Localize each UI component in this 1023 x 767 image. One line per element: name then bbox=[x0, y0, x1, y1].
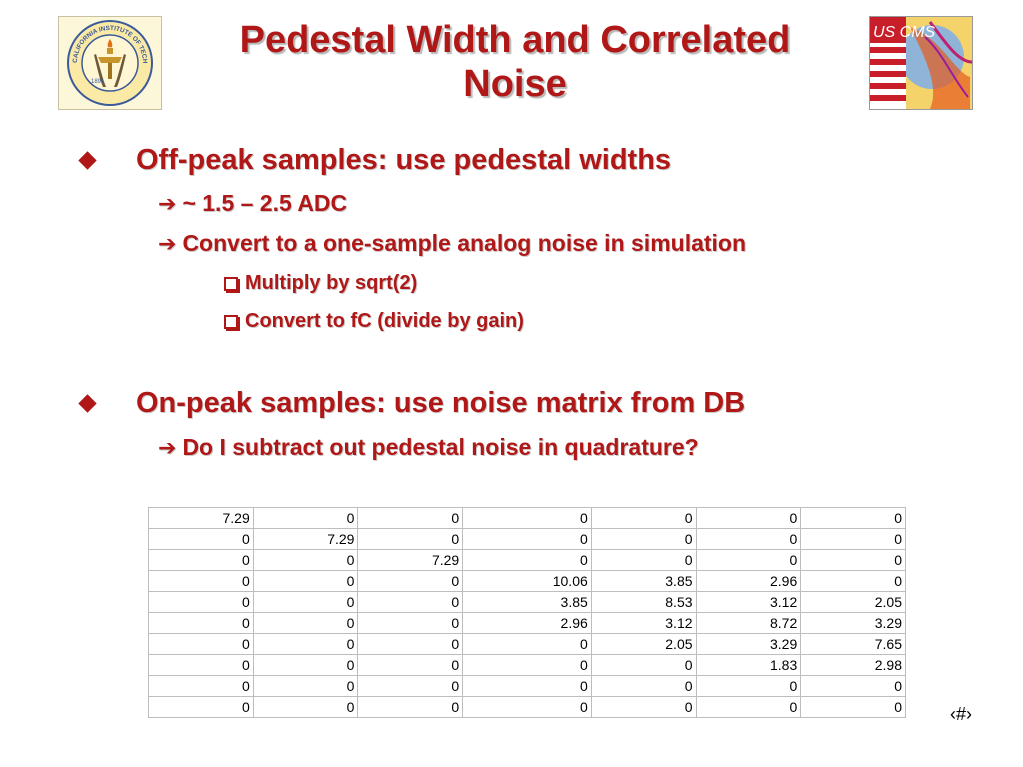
matrix-cell: 0 bbox=[591, 508, 696, 529]
matrix-cell: 0 bbox=[463, 529, 592, 550]
matrix-cell: 0 bbox=[149, 550, 254, 571]
matrix-cell: 7.29 bbox=[358, 550, 463, 571]
bullet-convert-noise-text: Convert to a one-sample analog noise in simulation bbox=[182, 230, 747, 256]
arrow-right-icon: ➔ bbox=[158, 230, 177, 256]
matrix-cell: 0 bbox=[253, 697, 358, 718]
matrix-cell: 0 bbox=[801, 529, 906, 550]
caltech-logo bbox=[58, 16, 162, 110]
matrix-cell: 0 bbox=[358, 508, 463, 529]
diamond-bullet-icon bbox=[78, 394, 96, 412]
matrix-cell: 0 bbox=[591, 529, 696, 550]
matrix-cell: 0 bbox=[591, 655, 696, 676]
matrix-cell: 0 bbox=[358, 613, 463, 634]
matrix-cell: 0 bbox=[253, 508, 358, 529]
bullet-convert-noise bbox=[158, 230, 746, 257]
matrix-cell: 0 bbox=[149, 592, 254, 613]
matrix-cell: 0 bbox=[149, 676, 254, 697]
us-cms-logo bbox=[869, 16, 973, 110]
matrix-cell: 2.98 bbox=[801, 655, 906, 676]
matrix-cell: 0 bbox=[463, 634, 592, 655]
us-cms-logo-text: US CMS bbox=[873, 24, 936, 41]
matrix-cell: 0 bbox=[463, 550, 592, 571]
bullet-multiply-sqrt-text: Multiply by sqrt(2) bbox=[245, 272, 418, 294]
matrix-cell: 0 bbox=[696, 508, 801, 529]
matrix-cell: 2.05 bbox=[591, 634, 696, 655]
bullet-on-peak bbox=[76, 387, 745, 420]
caltech-seal-text: CALIFORNIA INSTITUTE OF TECH bbox=[71, 24, 149, 64]
slide-title-line-2: Noise bbox=[463, 63, 567, 105]
caltech-seal-icon bbox=[59, 17, 161, 109]
matrix-cell: 0 bbox=[149, 529, 254, 550]
bullet-adc-range bbox=[158, 190, 347, 217]
bullet-multiply-sqrt bbox=[224, 272, 417, 295]
matrix-cell: 7.29 bbox=[149, 508, 254, 529]
matrix-cell: 0 bbox=[696, 550, 801, 571]
matrix-cell: 8.53 bbox=[591, 592, 696, 613]
matrix-cell: 0 bbox=[591, 697, 696, 718]
matrix-cell: 0 bbox=[801, 697, 906, 718]
matrix-cell: 2.96 bbox=[463, 613, 592, 634]
us-cms-logo-icon bbox=[870, 17, 972, 109]
matrix-cell: 2.96 bbox=[696, 571, 801, 592]
matrix-cell: 0 bbox=[149, 655, 254, 676]
matrix-cell: 3.12 bbox=[591, 613, 696, 634]
matrix-cell: 0 bbox=[801, 676, 906, 697]
matrix-cell: 8.72 bbox=[696, 613, 801, 634]
matrix-cell: 0 bbox=[253, 655, 358, 676]
table-row bbox=[149, 697, 906, 718]
table-row bbox=[149, 508, 906, 529]
matrix-cell: 0 bbox=[149, 571, 254, 592]
page-number: ‹#› bbox=[950, 704, 972, 724]
bullet-convert-fc bbox=[224, 310, 524, 333]
matrix-cell: 0 bbox=[801, 571, 906, 592]
diamond-bullet-icon bbox=[78, 151, 96, 169]
matrix-cell: 1.83 bbox=[696, 655, 801, 676]
arrow-right-icon: ➔ bbox=[158, 434, 177, 460]
matrix-cell: 0 bbox=[253, 676, 358, 697]
bullet-subtract-noise bbox=[158, 434, 699, 461]
bullet-adc-range-text: ~ 1.5 – 2.5 ADC bbox=[182, 190, 348, 216]
matrix-cell: 7.65 bbox=[801, 634, 906, 655]
bullet-convert-fc-text: Convert to fC (divide by gain) bbox=[245, 310, 524, 332]
table-row bbox=[149, 550, 906, 571]
matrix-cell: 3.29 bbox=[801, 613, 906, 634]
matrix-cell: 0 bbox=[253, 634, 358, 655]
matrix-cell: 0 bbox=[801, 508, 906, 529]
table-row bbox=[149, 613, 906, 634]
slide-title bbox=[170, 18, 860, 106]
table-row bbox=[149, 634, 906, 655]
matrix-cell: 0 bbox=[696, 529, 801, 550]
matrix-cell: 0 bbox=[463, 697, 592, 718]
matrix-cell: 0 bbox=[591, 676, 696, 697]
matrix-cell: 0 bbox=[149, 613, 254, 634]
slide-title-line-1: Pedestal Width and Correlated bbox=[239, 19, 791, 61]
matrix-cell: 0 bbox=[253, 571, 358, 592]
matrix-cell: 0 bbox=[358, 592, 463, 613]
matrix-cell: 0 bbox=[253, 592, 358, 613]
matrix-cell: 0 bbox=[463, 508, 592, 529]
bullet-off-peak bbox=[76, 144, 671, 177]
matrix-cell: 0 bbox=[696, 697, 801, 718]
matrix-cell: 0 bbox=[591, 550, 696, 571]
table-row bbox=[149, 676, 906, 697]
bullet-on-peak-text: On-peak samples: use noise matrix from DB bbox=[136, 387, 746, 419]
matrix-cell: 0 bbox=[358, 655, 463, 676]
table-row bbox=[149, 571, 906, 592]
noise-matrix-table bbox=[148, 507, 906, 718]
matrix-cell: 0 bbox=[253, 550, 358, 571]
caltech-seal-year: 1891 bbox=[91, 79, 105, 85]
matrix-cell: 0 bbox=[149, 634, 254, 655]
square-bullet-icon bbox=[224, 315, 238, 329]
matrix-cell: 0 bbox=[801, 550, 906, 571]
matrix-cell: 7.29 bbox=[253, 529, 358, 550]
square-bullet-icon bbox=[224, 277, 238, 291]
matrix-cell: 10.06 bbox=[463, 571, 592, 592]
matrix-cell: 0 bbox=[696, 676, 801, 697]
matrix-cell: 3.29 bbox=[696, 634, 801, 655]
matrix-cell: 3.12 bbox=[696, 592, 801, 613]
arrow-right-icon: ➔ bbox=[158, 190, 177, 216]
matrix-cell: 0 bbox=[149, 697, 254, 718]
matrix-cell: 0 bbox=[358, 634, 463, 655]
matrix-cell: 0 bbox=[358, 529, 463, 550]
table-row bbox=[149, 592, 906, 613]
matrix-cell: 0 bbox=[358, 676, 463, 697]
matrix-cell: 0 bbox=[358, 697, 463, 718]
bullet-off-peak-text: Off-peak samples: use pedestal widths bbox=[136, 144, 672, 176]
table-row bbox=[149, 529, 906, 550]
matrix-cell: 0 bbox=[253, 613, 358, 634]
bullet-subtract-noise-text: Do I subtract out pedestal noise in quadrature? bbox=[182, 434, 699, 460]
matrix-cell: 3.85 bbox=[463, 592, 592, 613]
matrix-cell: 2.05 bbox=[801, 592, 906, 613]
matrix-cell: 0 bbox=[463, 676, 592, 697]
matrix-cell: 3.85 bbox=[591, 571, 696, 592]
matrix-cell: 0 bbox=[358, 571, 463, 592]
table-row bbox=[149, 655, 906, 676]
matrix-cell: 0 bbox=[463, 655, 592, 676]
